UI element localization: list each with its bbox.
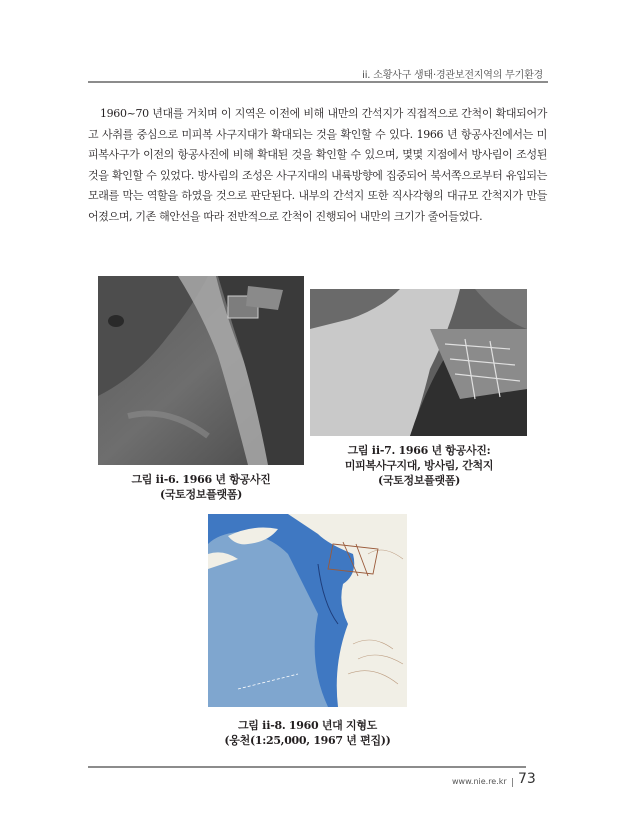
- footer-url: www.nie.re.kr: [452, 777, 507, 786]
- figure-6-caption: [108, 472, 294, 502]
- figure-6-caption-line2: (국토정보플랫폼): [159, 488, 243, 501]
- footer-separator: [512, 778, 513, 787]
- topographic-map-1960s: [208, 514, 407, 707]
- body-paragraph: 1960~70 년대를 거치며 이 지역은 이전에 비해 내만의 간석지가 직접적으로 간척이 확대되어가고 사취를 중심으로 미피복 사구지대가 확대되는 것을 확인할 수 있다. 1966 년 항공사진에서는 미피복사구가 이전의 항공사진에 비해 확대된 것을 확인할 수 있으며, 몇몇 지점에서 방사림이 조성된 것을 확인할 수 있었다. 방사림의 조성은 사구지대의 내륙방향에 집중되어 북서쪽으로부터 유입되는 모래를 막는 역할을 하였을 것으로 판단된다. 내부의 간석지 또한 직사각형의 대규모 간척지가 만들어졌으며, 기존 해안선을 따라 전반적으로 간척이 진행되어 내만의 크기가 줄어들었다.: [88, 107, 547, 223]
- header-divider: [88, 81, 548, 83]
- figure-7-caption-line3: (국토정보플랫폼): [377, 474, 461, 487]
- figure-6-caption-line1: 그림 ⅱ-6. 1966 년 항공사진: [131, 473, 271, 486]
- figure-8-caption-line2: (웅천(1:25,000, 1967 년 편집)): [224, 734, 391, 747]
- footer-divider: [88, 766, 526, 768]
- aerial-photo-1966-wide: [98, 276, 304, 465]
- running-header: ii. 소황사구 생태·경관보전지역의 무기환경: [362, 70, 543, 81]
- figure-8-caption-line1: 그림 ⅱ-8. 1960 년대 지형도: [237, 719, 378, 732]
- figure-7-caption: [322, 443, 516, 488]
- aerial-photo-1966-closeup: [310, 289, 527, 436]
- page-number: 73: [518, 771, 536, 787]
- figure-7-caption-line2: 미피복사구지대, 방사림, 간척지: [344, 459, 494, 472]
- figure-7-caption-line1: 그림 ⅱ-7. 1966 년 항공사진:: [347, 444, 491, 457]
- figure-8-caption: [208, 718, 407, 748]
